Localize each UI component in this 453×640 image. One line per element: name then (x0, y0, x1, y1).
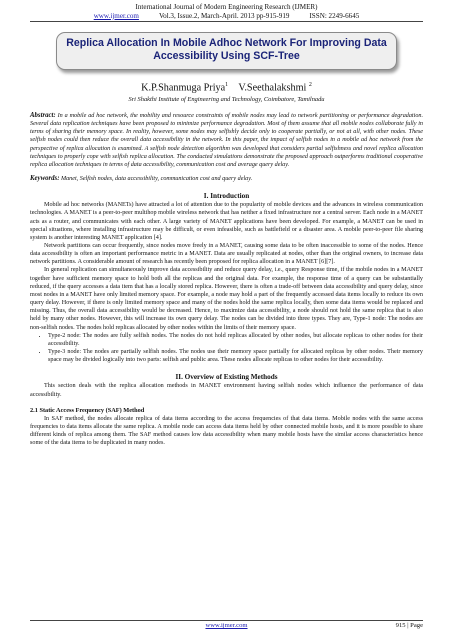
author-name: K.P.Shanmuga Priya (141, 81, 226, 93)
paragraph: Mobile ad hoc networks (MANETs) have attracted a lot of attention due to the popularity of mobile devices and the advances in wireless communication technologies. A MANET is a peer-to-peer multihop mobile wireless network that has neither a fixed infrastructure nor a central server. Each node in a MANET acts as a router, and communicates with each other. A large variety of MANET applications have been developed. For example, a MANET can be used in special situations, where installing infrastructure may be difficult, or even infeasible, such as battlefield or a disaster area. A mobile peer-to-peer file sharing system is another interesting MANET application [4]. (30, 202, 423, 241)
paragraph: In SAF method, the nodes allocate replica of data items according to the access frequencies of that data items. Mobile nodes with the same access frequencies to data items allocate the same replica. A mobile node can access data items held by other connected mobile hosts, and it is more possible to share different kinds of replica among them. The SAF method causes low data accessibility when many mobile hosts have the similar access characteristics hence some of the data items to be duplicated in many nodes. (30, 415, 423, 447)
journal-volume: Vol.3, Issue.2, March-April. 2013 pp-915-919 (158, 11, 290, 20)
list-item: • Type-3 node: The nodes are partially selfish nodes. The nodes use their memory space partially for allocated replicas by other nodes. Their memory space may be divided logically into two parts: selfish and public area. These nodes allocate replicas to other nodes for their accessibility. (48, 348, 423, 364)
abstract (30, 112, 423, 169)
paragraph: Network partitions can occur frequently, since nodes move freely in a MANET, causing some data to be often inaccessible to some of the nodes. Hence data accessibility is often an important performance metric in a MANET. Data are usually replicated at nodes, other than the original owners, to increase data network partitions. A considerable amount of research has recently been proposed for replica allocation in a MANET [6][7]. (30, 243, 423, 266)
paragraph: In general replication can simultaneously improve data accessibility and reduce query delay, i.e., query Response time, if the mobile nodes in a MANET together have sufficient memory space to hold both all the replicas and the original data. For example, the response time of a query can be substantially reduced, if the query accesses a data item that has a locally stored replica. However, there is often a trade-off between data accessibility and query delay, since most nodes in a MANET have only limited memory space. For example, a node may hold a part of the frequently accessed data items locally to reduce its own query delay. However, if there is only limited memory space and many of the nodes hold the same replica locally, then some data items would be replaced and missing. Thus, the overall data accessibility would be decreased. Hence, to maximize data accessibility, a node should not hold the same replica that is also held by many other nodes. However, this will increase its own query delay. The nodes can be divided into three types. They are, Type-1 node: The nodes are non-selfish nodes. The nodes hold replicas allocated by other nodes within the limits of their memory space. (30, 267, 423, 331)
journal-website-link[interactable]: www.ijmer.com (93, 11, 139, 20)
paper-body (30, 192, 423, 447)
journal-header-details (30, 12, 423, 23)
keywords-text: Manet, Selfish nodes, data accessibility, communication cost and query delay. (59, 176, 253, 183)
paragraph: This section deals with the replica allocation methods in MANET environment having selfish nodes which influence the performance of data accessibility. (30, 383, 423, 398)
page-number: 915 | Page (395, 622, 423, 629)
author-name: V.Seethalakshmi (238, 81, 307, 93)
title-banner (56, 32, 397, 69)
subsection-heading-saf: 2.1 Static Access Frequency (SAF) Method (30, 406, 145, 414)
list-item: • Type-2 node: The nodes are fully selfish nodes. The nodes do not hold replicas allocated by other nodes, but allocate replicas to other nodes for their accessibility. (48, 332, 423, 348)
author-list (30, 79, 423, 94)
author-affiliation-mark: 2 (308, 81, 312, 88)
node-type-list (30, 332, 423, 365)
journal-header (30, 0, 423, 22)
page-footer (30, 620, 423, 632)
journal-issn: ISSN: 2249-6645 (309, 11, 360, 20)
abstract-label: Abstract: (30, 111, 56, 119)
keywords-label: Keywords: (30, 175, 60, 183)
affiliation: Sri Shakthi Institute of Engineering and Technology, Coimbatore, Tamilnadu (128, 95, 325, 103)
abstract-text: In a mobile ad hoc network, the mobility and resource constraints of mobile nodes may lead to network partitioning or performance degradation. Several data replication techniques have been proposed to minimize performance degradation. Most of them assume that all mobile nodes collaborate fully in terms of sharing their memory space. In reality, however, some nodes may selfishly decide only to cooperate partially, or not at all, with other nodes. These selfish nodes could then reduce the overall data accessibility in the network. In this paper, the impact of selfish nodes in a mobile ad hoc network from the perspective of replica allocation is examined. A selfish node detection algorithm was developed that considers partial selfishness and novel replica allocation techniques to properly cope with selfish replica allocation. The conducted simulations demonstrate the proposed approach outperforms traditional cooperative replica allocation techniques in terms of data accessibility, communication cost and average query delay. (30, 112, 423, 168)
section-heading-overview: II. Overview of Existing Methods (175, 373, 278, 382)
journal-name: International Journal of Modern Engineering Research (IJMER) (135, 3, 318, 11)
keywords (30, 175, 423, 183)
footer-website-link[interactable]: www.ijmer.com (205, 622, 248, 629)
author-affiliation-mark: 1 (225, 81, 229, 88)
paper-title: Replica Allocation In Mobile Adhoc Network For Improving Data Accessibility Using SCF-Tree (66, 37, 387, 63)
section-heading-introduction: I. Introduction (203, 192, 250, 201)
